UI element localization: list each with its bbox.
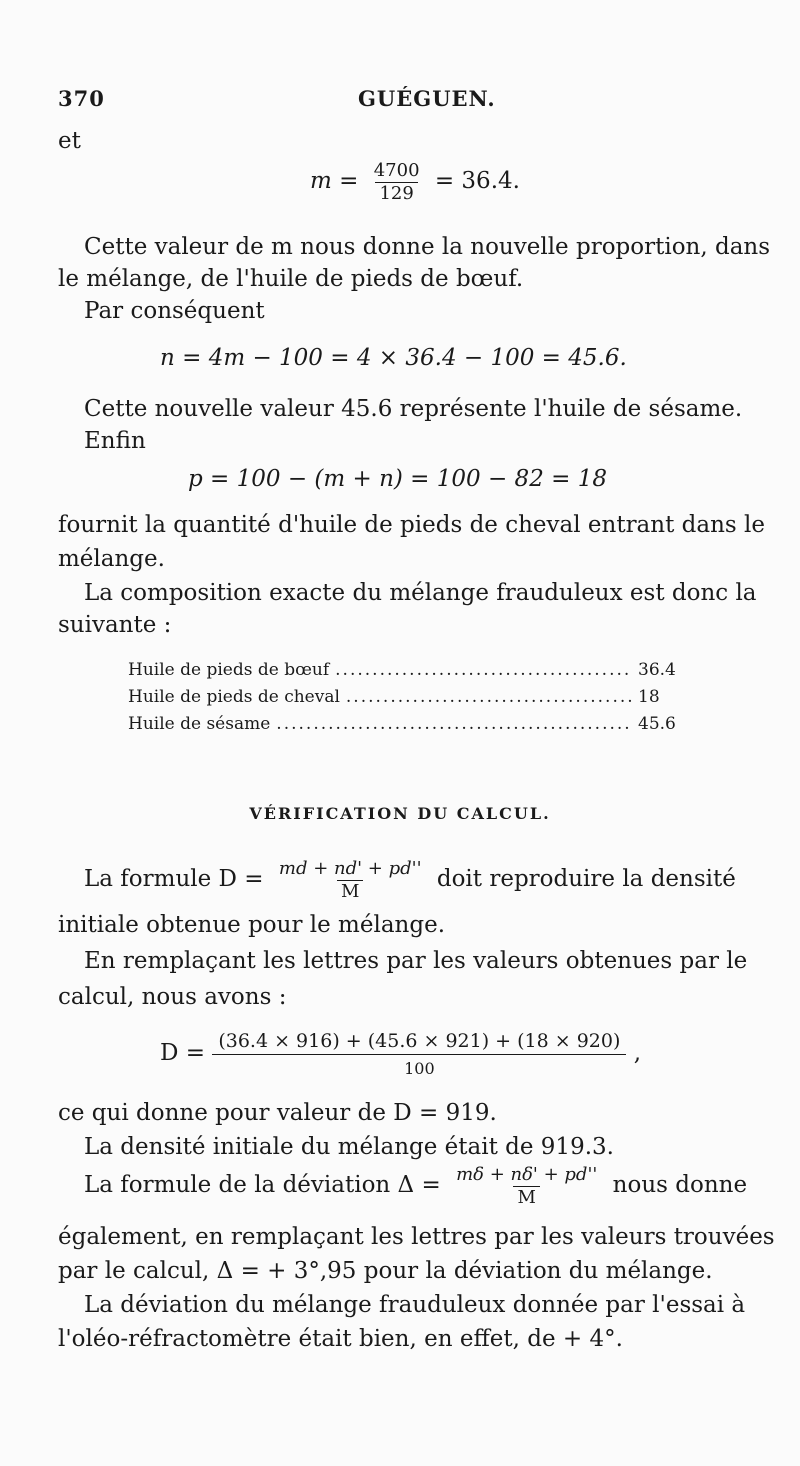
paragraph-line: par le calcul, Δ = + 3°,95 pour la déviation du mélange. [58,1258,713,1284]
running-title: GUÉGUEN. [358,86,496,111]
formula-D-before: La formule D = [84,866,264,893]
formula-delta-before: La formule de la déviation Δ = [84,1172,441,1199]
table-row [128,714,688,741]
paragraph-line: Cette nouvelle valeur 45.6 représente l'huile de sésame. [84,396,743,422]
eq-m-denominator: 129 [375,182,417,205]
equation-m [310,160,520,204]
formula-D-numerator: md + nd' + pd'' [278,858,422,879]
equation-n: n = 4m − 100 = 4 × 36.4 − 100 = 45.6. [160,345,627,371]
dot-leader [276,714,632,734]
paragraph-line: La déviation du mélange frauduleux donnée par l'essai à [84,1292,746,1318]
paragraph-line: Cette valeur de m nous donne la nouvelle proportion, dans [84,234,771,260]
page-number: 370 [58,86,105,111]
paragraph-line: suivante : [58,612,172,638]
paragraph-line: La composition exacte du mélange frauduleux est donc la [84,580,757,606]
eqD-fraction [212,1030,626,1078]
dot-leader [335,660,632,680]
paragraph-line: La densité initiale du mélange était de 919.3. [84,1134,614,1160]
formula-D-fraction [275,858,426,902]
equation-D-values [160,1030,641,1078]
formula-D-denominator: M [337,880,363,903]
formula-D-after: doit reproduire la densité [436,866,736,893]
table-row-label: Huile de sésame [128,714,271,734]
formula-delta-denominator: M [513,1186,539,1209]
section-title: VÉRIFICATION DU CALCUL. [249,804,551,823]
paragraph-line: fournit la quantité d'huile de pieds de cheval entrant dans le [58,512,765,538]
paragraph-line: initiale obtenue pour le mélange. [58,912,446,938]
paragraph-line: le mélange, de l'huile de pieds de bœuf. [58,266,524,292]
paragraph-line: ce qui donne pour valeur de D = 919. [58,1100,497,1126]
paragraph-line: Enfin [84,428,146,454]
eq-m-rhs: = 36.4. [434,168,520,195]
formula-delta-after: nous donne [612,1172,748,1199]
table-row-label: Huile de pieds de cheval [128,687,340,707]
composition-table [128,660,688,741]
table-row [128,660,688,687]
formula-delta-fraction [452,1164,601,1208]
paragraph-line: En remplaçant les lettres par les valeurs obtenues par le [84,948,748,974]
table-row [128,687,688,714]
paragraph-line: calcul, nous avons : [58,984,287,1010]
equation-p: p = 100 − (m + n) = 100 − 82 = 18 [188,466,607,492]
paragraph-line: également, en remplaçant les lettres par les valeurs trouvées [58,1224,775,1250]
dot-leader [346,687,632,707]
paragraph-line: Par conséquent [84,298,265,324]
eqD-end: , [633,1040,642,1066]
table-row-value: 18 [638,687,660,707]
formula-line-D [84,858,736,902]
formula-delta-numerator: mδ + nδ' + pd'' [456,1164,598,1185]
table-row-value: 36.4 [638,660,676,680]
formula-line-delta [84,1164,747,1208]
text-line: et [58,128,81,154]
eq-m-fraction [370,160,424,204]
eqD-numerator: (36.4 × 916) + (45.6 × 921) + (18 × 920) [218,1030,621,1052]
eqD-denominator: 100 [212,1054,626,1078]
table-row-label: Huile de pieds de bœuf [128,660,330,680]
table-row-value: 45.6 [638,714,676,734]
paragraph-line: mélange. [58,546,165,572]
paragraph-line: l'oléo-réfractomètre était bien, en effet, de + 4°. [58,1326,623,1352]
eqD-lhs: D = [160,1040,206,1066]
eq-m-lhs: m = [310,168,359,195]
eq-m-numerator: 4700 [373,160,420,181]
